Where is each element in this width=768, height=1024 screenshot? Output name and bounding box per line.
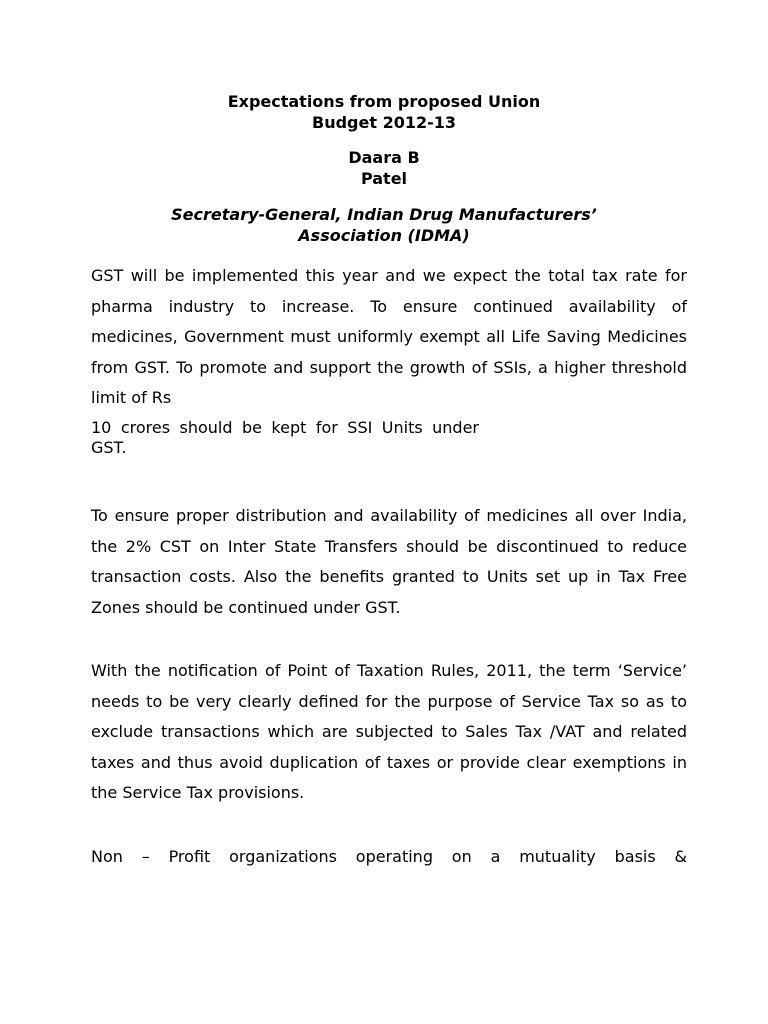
author-line-1: Daara B: [348, 148, 420, 167]
paragraph-non-profit: Non – Profit organizations operating on a mutuality basis &: [91, 847, 687, 866]
title-line-1: Expectations from proposed Union: [227, 92, 541, 111]
paragraph-gst-continued: 10 crores should be kept for SSI Units under GST.: [91, 418, 479, 457]
paragraph-cst: To ensure proper distribution and availability of medicines all over India, the 2% CST on Inter State Transfers should be discontinued to reduce transaction costs. Also the benefits granted to Units set up in Tax Free Zones should be continued under GST.: [91, 506, 687, 617]
document-title: [0, 91, 768, 133]
paragraph-service-tax: With the notification of Point of Taxation Rules, 2011, the term ‘Service’ needs to be very clearly defined for the purpose of Service Tax so as to exclude transactions which are subjected to Sales Tax /VAT and related taxes and thus avoid duplication of taxes or provide clear exemptions in the Service Tax provisions.: [91, 661, 687, 802]
author-affiliation: [0, 204, 768, 246]
paragraph-gst: GST will be implemented this year and we expect the total tax rate for pharma industry to increase. To ensure continued availability of medicines, Government must uniformly exempt all Life Saving Medicines from GST. To promote and support the growth of SSIs, a higher threshold limit of Rs: [91, 266, 687, 407]
author-name: [0, 147, 768, 189]
title-line-2: Budget 2012-13: [312, 113, 456, 132]
author-line-2: Patel: [360, 169, 408, 188]
affiliation-line-1: Secretary-General, Indian Drug Manufacturers’: [171, 205, 597, 224]
affiliation-line-2: Association (IDMA): [298, 226, 470, 245]
